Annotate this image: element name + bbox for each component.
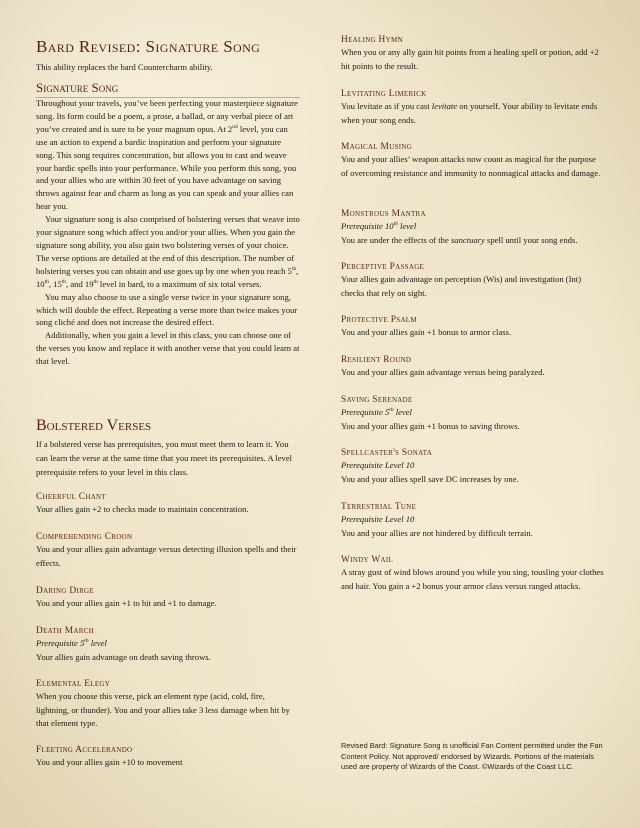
verse-perceptive-passage bbox=[341, 261, 605, 300]
verse-text: You and your allies gain +10 to movement bbox=[36, 757, 183, 767]
verse-text: You and your allies gain advantage versus being paralyzed. bbox=[341, 367, 545, 377]
verse-text: Your allies gain advantage on perception (Wis) and investigation (Int) checks that rely on sight. bbox=[341, 274, 582, 298]
verse-title: Windy Wail bbox=[341, 555, 394, 565]
verse-title: Protective Psalm bbox=[341, 315, 417, 325]
verse-prerequisite: Prerequisite Level 10 bbox=[341, 460, 415, 470]
verse-title: Daring Dirge bbox=[36, 586, 94, 596]
verse-title: Perceptive Passage bbox=[341, 262, 425, 272]
verse-text: When you or any ally gain hit points from a healing spell or potion, add +2 hit points to the result. bbox=[341, 47, 599, 71]
verse-text: You and your allies gain advantage versus detecting illusion spells and their effects. bbox=[36, 544, 297, 568]
verse-text: You levitate as if you cast levitate on yourself. Your ability to levitate ends when your song ends. bbox=[341, 101, 598, 125]
verse-fleeting-accelerando bbox=[36, 744, 300, 770]
verse-title: Resilient Round bbox=[341, 355, 412, 365]
verse-text: You and your allies’ weapon attacks now count as magical for the purpose of overcoming resistance and immunity to nonmagical attacks and damage. bbox=[341, 154, 601, 178]
signature-song-heading: Signature Song bbox=[36, 80, 300, 98]
verse-levitating-limerick bbox=[341, 88, 605, 127]
bolstered-verses-heading: Bolstered Verses bbox=[36, 417, 152, 434]
verse-title: Comprehending Croon bbox=[36, 532, 133, 542]
verse-title: Fleeting Accelerando bbox=[36, 745, 133, 755]
verse-spellcasters-sonata bbox=[341, 447, 605, 486]
verse-title: Spellcaster's Sonata bbox=[341, 448, 433, 458]
verse-elemental-elegy bbox=[36, 678, 300, 731]
signature-song-body bbox=[36, 97, 300, 368]
verse-text: You and your allies gain +1 to hit and +1 to damage. bbox=[36, 598, 217, 608]
verse-saving-serenade bbox=[341, 394, 605, 433]
paragraph-4: Additionally, when you gain a level in this class, you can choose one of the verses you know and replace it with another verse that you could learn at that level. bbox=[36, 330, 300, 367]
verse-text: Your allies gain +2 to checks made to maintain concentration. bbox=[36, 504, 249, 514]
verse-prerequisite: Prerequisite 10th level bbox=[341, 221, 417, 231]
verse-title: Magical Musing bbox=[341, 142, 413, 152]
verse-comprehending-croon bbox=[36, 531, 300, 570]
intro-text: This ability replaces the bard Countercharm ability. bbox=[36, 62, 213, 72]
verse-title: Monstrous Mantra bbox=[341, 209, 426, 219]
verse-text: You and your allies are not hindered by difficult terrain. bbox=[341, 527, 533, 538]
paragraph-3: You may also choose to use a single verse twice in your signature song, which will double the effect. Repeating a verse more than twice makes your song cliché and does not increase the desired effect. bbox=[36, 291, 298, 328]
verse-text: You are under the effects of the sanctuary spell until your song ends. bbox=[341, 234, 578, 245]
verse-healing-hymn bbox=[341, 34, 605, 73]
verse-prerequisite: Prerequisite 5th level bbox=[36, 638, 107, 648]
verse-monstrous-mantra bbox=[341, 208, 605, 247]
verse-prerequisite: Prerequisite Level 10 bbox=[341, 514, 415, 524]
verse-text: Your allies gain advantage on death saving throws. bbox=[36, 651, 211, 662]
page-title: Bard Revised: Signature Song bbox=[36, 37, 261, 56]
verse-resilient-round bbox=[341, 354, 605, 380]
verse-text: You and your allies gain +1 bonus to armor class. bbox=[341, 327, 512, 337]
verse-title: Elemental Elegy bbox=[36, 679, 111, 689]
verse-title: Terrestrial Tune bbox=[341, 502, 417, 512]
paragraph-2: Your signature song is also comprised of bolstering verses that weave into your signature song which affect you and/or your allies. When you gain the signature song ability, you also gain two bolstering verses of your choice. The verse options are detailed at the end of this description. The number of bolstering verses you can obtain and use goes up by one when you reach 5th, 10th, 15th, and 19th level in bard, to a maximum of six total verses. bbox=[36, 214, 300, 289]
verse-windy-wail bbox=[341, 554, 605, 593]
legal-notice: Revised Bard: Signature Song is unofficial Fan Content permitted under the Fan Content Policy. Not approved/ endorsed by Wizards. Portions of the materials used are property of Wizards of the Coast. ©Wizards of the Coast LLC. bbox=[341, 741, 603, 772]
verse-daring-dirge bbox=[36, 585, 300, 611]
verse-text: A stray gust of wind blows around you while you sing, tousling your clothes and hair. You gain a +2 bonus your armor class versus ranged attacks. bbox=[341, 567, 604, 591]
bolstered-verses-intro: If a bolstered verse has prerequisites, you must meet them to learn it. You can learn the verse at the same time that you meet its prerequisites. A level prerequisite refers to your level in this class. bbox=[36, 439, 293, 477]
verse-text: You and your allies gain +1 bonus to saving throws. bbox=[341, 420, 520, 431]
verse-text: You and your allies spell save DC increases by one. bbox=[341, 473, 519, 484]
verse-death-march bbox=[36, 625, 300, 664]
paragraph-1: Throughout your travels, you’ve been perfecting your masterpiece signature song. Its form could be a poem, a prose, a ballad, or any verbal piece of art you’ve created and is sure to be your magnum opus. At 2nd level, you can use an action to expend a bardic inspiration and perform your signature song. This song requires concentration, but allows you to cast and weave your bardic spells into your performance. While you perform this song, you and your allies who are within 30 feet of you have advantage on saving throws against fear and charm as long as you can speak and your allies can hear you. bbox=[36, 98, 298, 212]
verse-prerequisite: Prerequisite 5th level bbox=[341, 407, 412, 417]
verse-title: Death March bbox=[36, 626, 95, 636]
verse-title: Saving Serenade bbox=[341, 395, 413, 405]
verse-title: Levitating Limerick bbox=[341, 89, 427, 99]
verse-terrestrial-tune bbox=[341, 501, 605, 540]
verse-cheerful-chant bbox=[36, 491, 300, 517]
verse-title: Cheerful Chant bbox=[36, 492, 106, 502]
verse-text: When you choose this verse, pick an element type (acid, cold, fire, lightning, or thunder). You and your allies take 3 less damage when hit by that element type. bbox=[36, 691, 290, 728]
verse-magical-musing bbox=[341, 141, 605, 180]
verse-title: Healing Hymn bbox=[341, 35, 403, 45]
verse-protective-psalm bbox=[341, 314, 605, 340]
